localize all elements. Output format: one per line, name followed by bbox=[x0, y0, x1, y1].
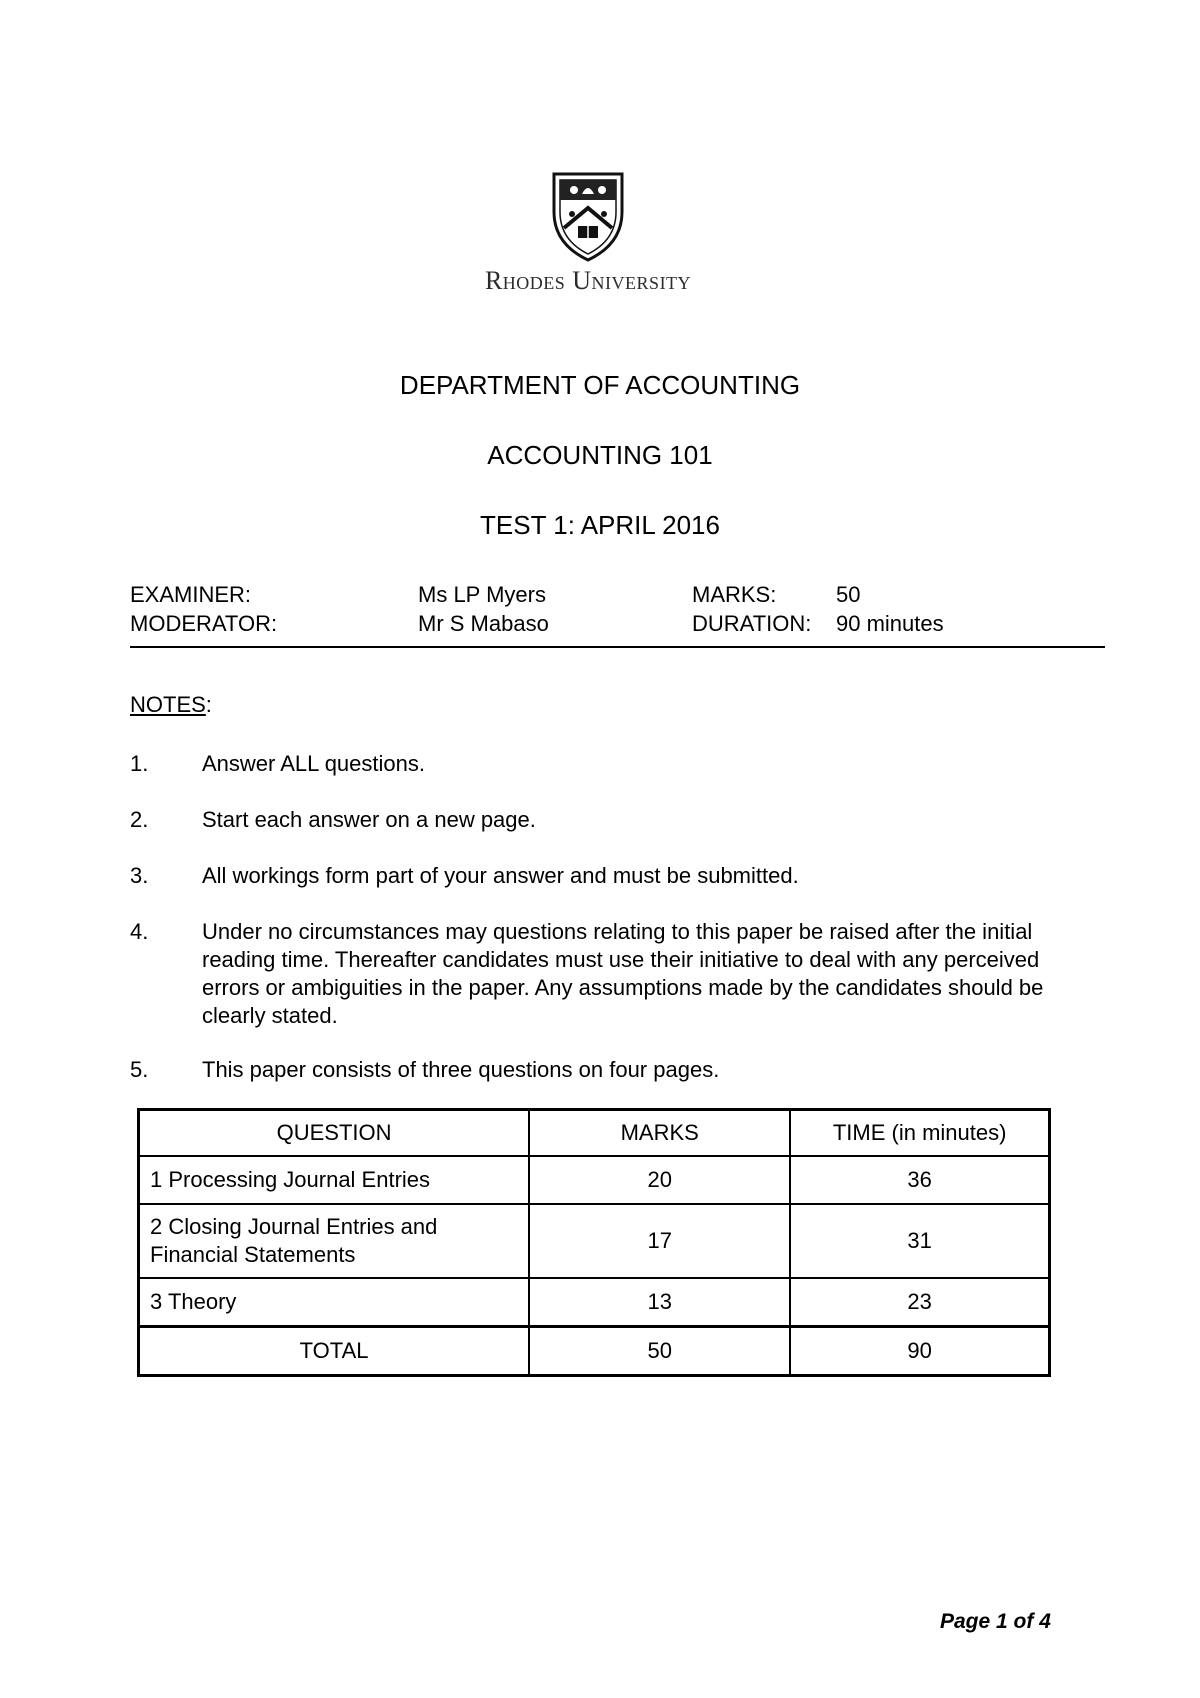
column-header-question: QUESTION bbox=[139, 1110, 530, 1157]
course-title: ACCOUNTING 101 bbox=[487, 440, 713, 470]
question-cell: 2 Closing Journal Entries and Financial Statements bbox=[139, 1204, 530, 1278]
marks-cell: 20 bbox=[529, 1156, 790, 1204]
time-cell: 36 bbox=[790, 1156, 1049, 1204]
notes-heading-colon: : bbox=[205, 692, 212, 717]
marks-label: MARKS: bbox=[692, 582, 777, 607]
header-divider bbox=[130, 646, 1105, 648]
table-total-row bbox=[139, 1327, 1050, 1376]
question-marks-table bbox=[137, 1108, 1051, 1377]
note-number: 3. bbox=[130, 863, 149, 888]
note-number: 5. bbox=[130, 1057, 149, 1082]
note-number: 2. bbox=[130, 807, 149, 832]
page-number: Page 1 of 4 bbox=[940, 1610, 1051, 1633]
test-title: TEST 1: APRIL 2016 bbox=[480, 510, 720, 540]
table-row bbox=[139, 1204, 1050, 1278]
note-text: Under no circumstances may questions relating to this paper be raised after the initial reading time. Thereafter candidates must use their initiative to deal with any perceived errors or ambiguities in the paper. Any assumptions made by the candidates should be clearly stated. bbox=[202, 919, 1044, 1028]
note-number: 4. bbox=[130, 919, 149, 944]
note-text: All workings form part of your answer and must be submitted. bbox=[202, 863, 799, 888]
note-text: This paper consists of three questions on four pages. bbox=[202, 1057, 720, 1082]
note-text: Start each answer on a new page. bbox=[202, 807, 536, 832]
table-header-row bbox=[139, 1110, 1050, 1157]
moderator-label: MODERATOR: bbox=[130, 611, 278, 636]
time-cell: 31 bbox=[790, 1204, 1049, 1278]
column-header-marks: MARKS bbox=[529, 1110, 790, 1157]
examiner-label: EXAMINER: bbox=[130, 582, 252, 607]
column-header-time: TIME (in minutes) bbox=[790, 1110, 1049, 1157]
notes-heading bbox=[130, 692, 212, 718]
university-logo bbox=[448, 168, 728, 298]
department-title: DEPARTMENT OF ACCOUNTING bbox=[399, 370, 801, 400]
total-marks-cell: 50 bbox=[529, 1327, 790, 1376]
duration-value: 90 minutes bbox=[836, 611, 944, 636]
note-text: Answer ALL questions. bbox=[202, 751, 425, 776]
note-number: 1. bbox=[130, 751, 149, 776]
marks-cell: 17 bbox=[529, 1204, 790, 1278]
marks-value: 50 bbox=[836, 582, 861, 607]
notes-heading-text: NOTES bbox=[130, 692, 206, 717]
table-row bbox=[139, 1278, 1050, 1327]
examiner-value: Ms LP Myers bbox=[418, 582, 546, 607]
duration-label: DURATION: bbox=[692, 611, 812, 636]
question-cell: 3 Theory bbox=[139, 1278, 530, 1327]
total-label-cell: TOTAL bbox=[139, 1327, 530, 1376]
time-cell: 23 bbox=[790, 1278, 1049, 1327]
marks-cell: 13 bbox=[529, 1278, 790, 1327]
moderator-value: Mr S Mabaso bbox=[418, 611, 549, 636]
rhodes-university-crest-icon bbox=[448, 168, 728, 264]
university-wordmark: Rhodes University bbox=[484, 266, 692, 295]
table-row bbox=[139, 1156, 1050, 1204]
total-time-cell: 90 bbox=[790, 1327, 1049, 1376]
question-cell: 1 Processing Journal Entries bbox=[139, 1156, 530, 1204]
